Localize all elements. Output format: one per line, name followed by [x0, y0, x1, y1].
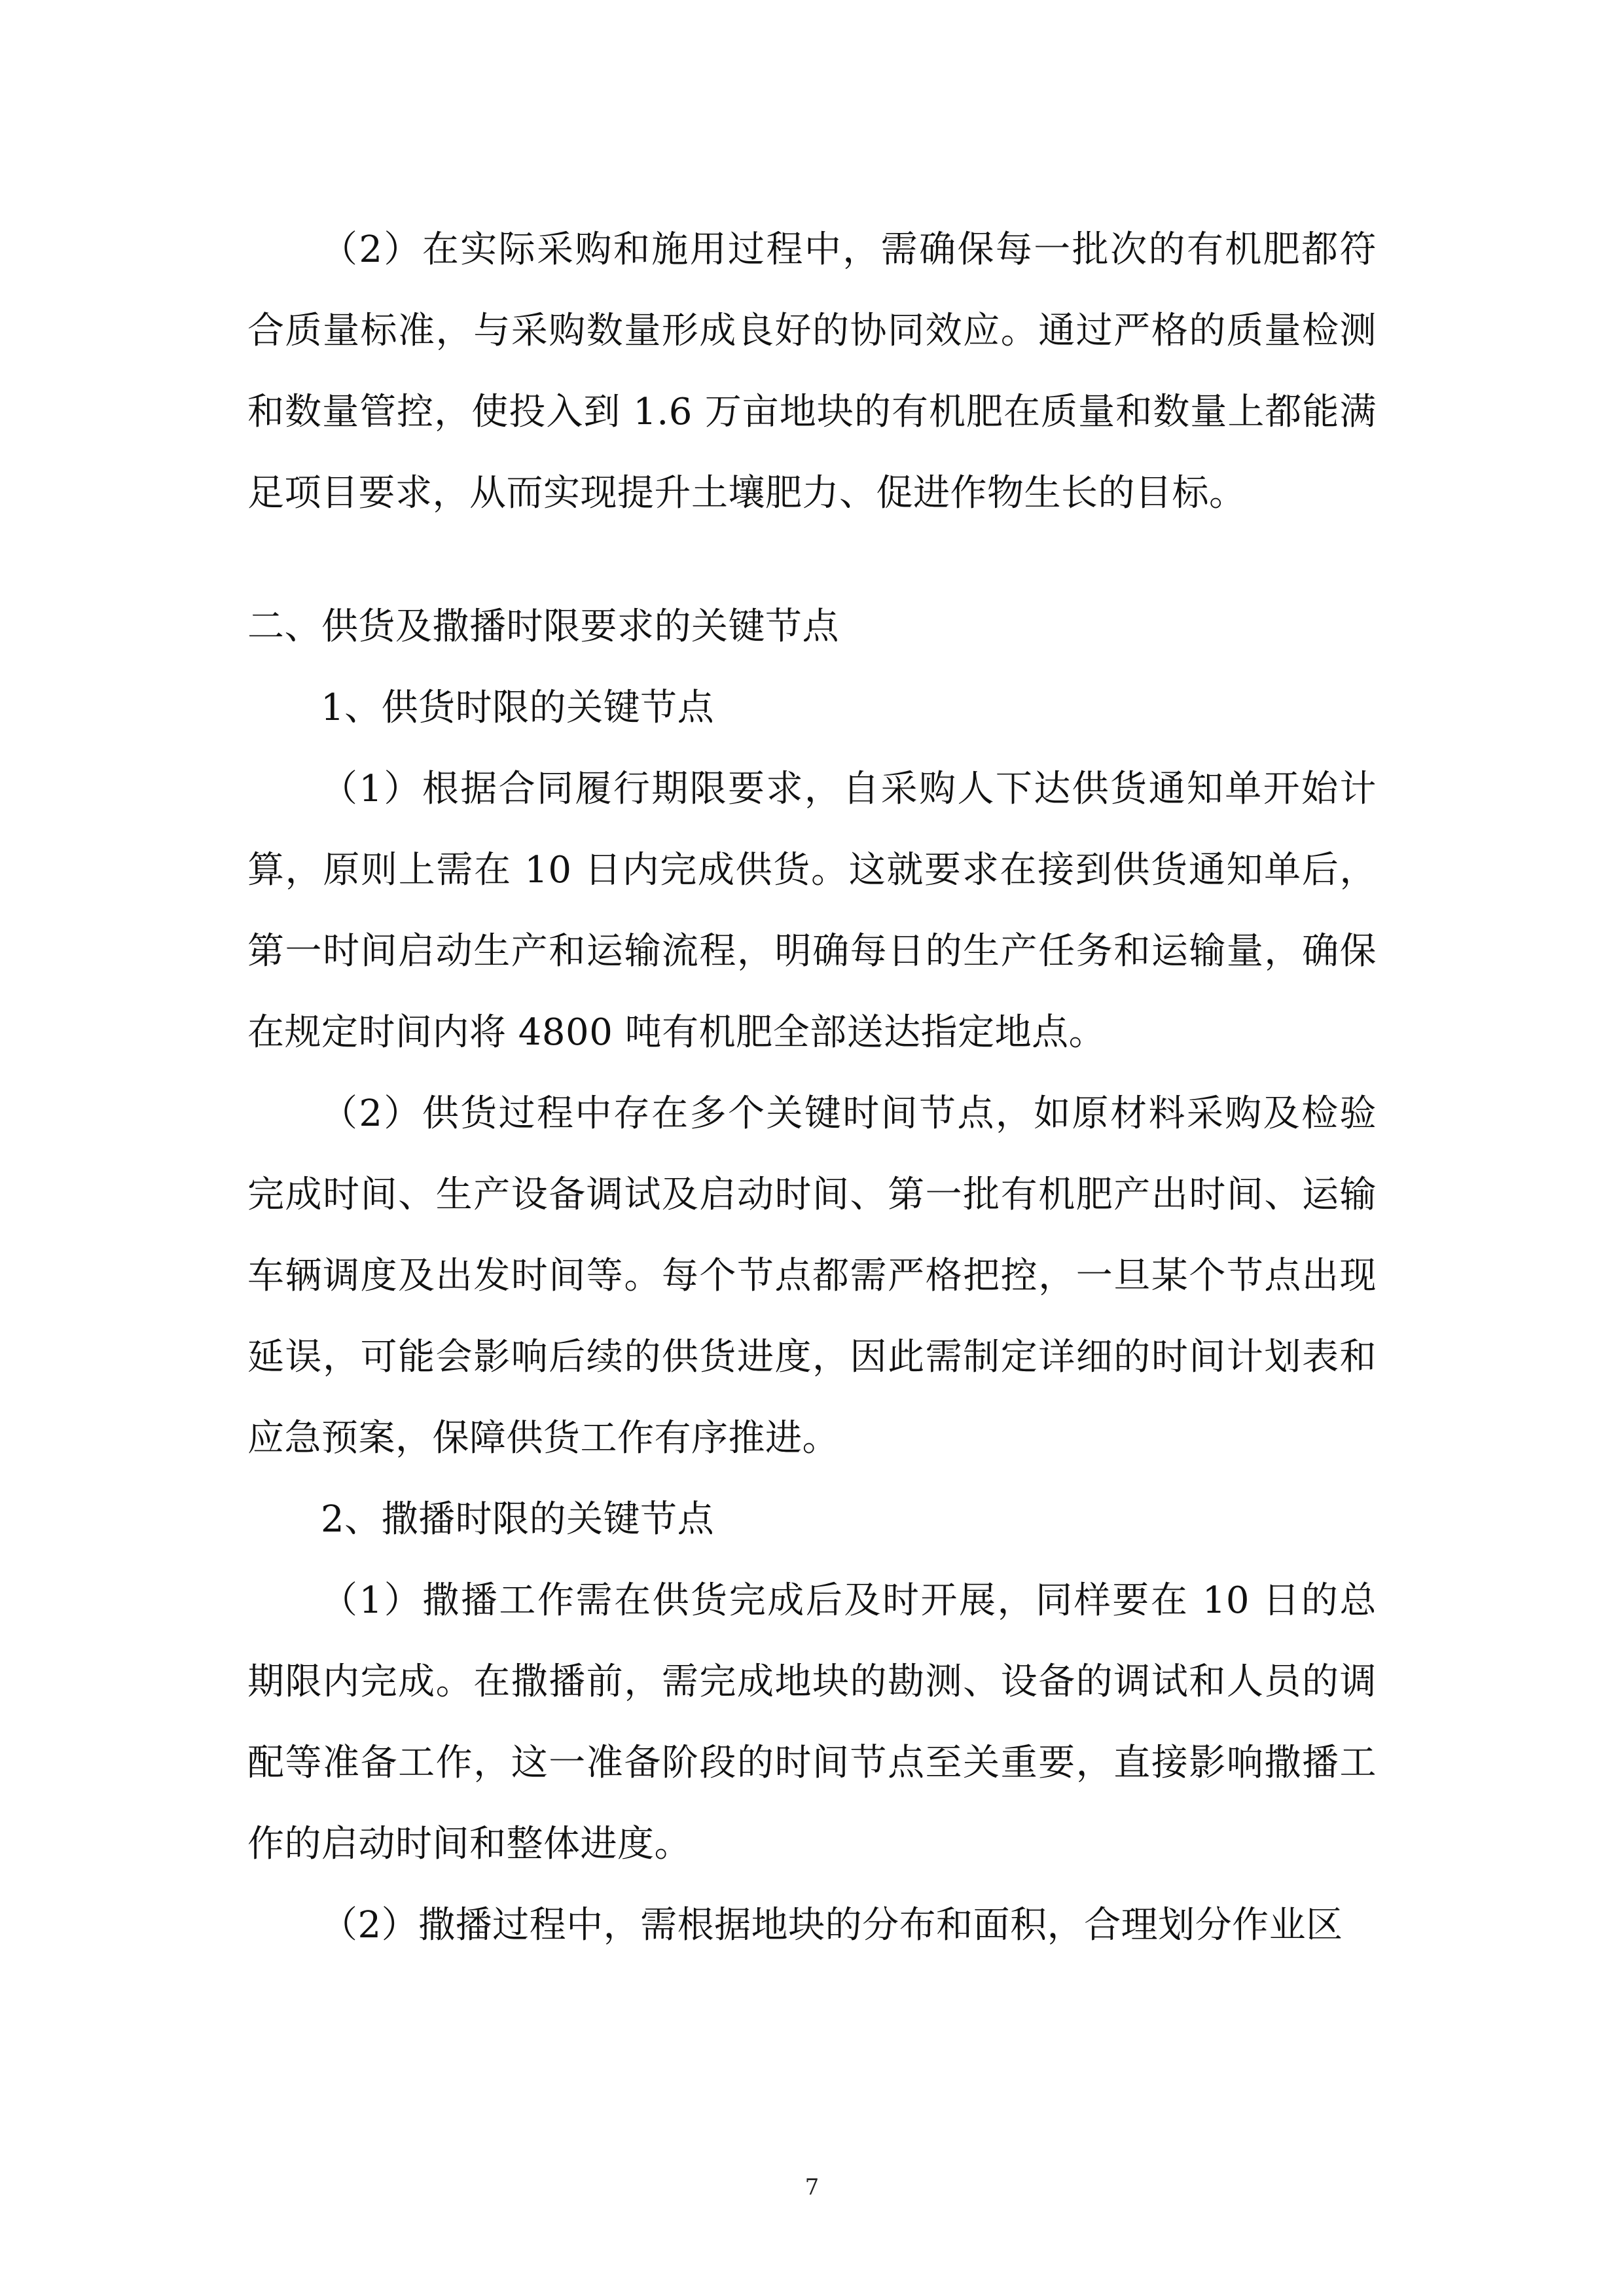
section-heading-supply-spreading-deadlines: 二、供货及撒播时限要求的关键节点: [247, 605, 839, 648]
page-body: [247, 209, 1377, 1966]
page-number: 7: [804, 2174, 820, 2200]
paragraph-quality-coordination: （2）在实际采购和施用过程中，需确保每一批次的有机肥都符合质量标准，与采购数量形成良好的协同效应。通过严格的质量检测和数量管控，使投入到 1.6 万亩地块的有机肥在质量和数量上都能满足项目要求，从而实现提升土壤肥力、促进作物生长的目标。: [247, 228, 1377, 514]
paragraph-supply-contract-term: （1）根据合同履行期限要求，自采购人下达供货通知单开始计算，原则上需在 10 日内完成供货。这就要求在接到供货通知单后，第一时间启动生产和运输流程，明确每日的生产任务和运输量，确保在规定时间内将 4800 吨有机肥全部送达指定地点。: [247, 768, 1377, 1054]
subheading-supply-deadline-nodes: 1、供货时限的关键节点: [321, 687, 715, 729]
paragraph-spreading-preparation: （1）撒播工作需在供货完成后及时开展，同样要在 10 日的总期限内完成。在撒播前，需完成地块的勘测、设备的调试和人员的调配等准备工作，这一准备阶段的时间节点至关重要，直接影响撒播工作的启动时间和整体进度。: [247, 1579, 1377, 1865]
subheading-spreading-deadline-nodes: 2、撒播时限的关键节点: [321, 1498, 715, 1541]
paragraph-supply-key-nodes: （2）供货过程中存在多个关键时间节点，如原材料采购及检验完成时间、生产设备调试及启动时间、第一批有机肥产出时间、运输车辆调度及出发时间等。每个节点都需严格把控，一旦某个节点出现延误，可能会影响后续的供货进度，因此需制定详细的时间计划表和应急预案，保障供货工作有序推进。: [247, 1092, 1377, 1460]
paragraph-spreading-process: （2）撒播过程中，需根据地块的分布和面积，合理划分作业区: [321, 1904, 1343, 1946]
